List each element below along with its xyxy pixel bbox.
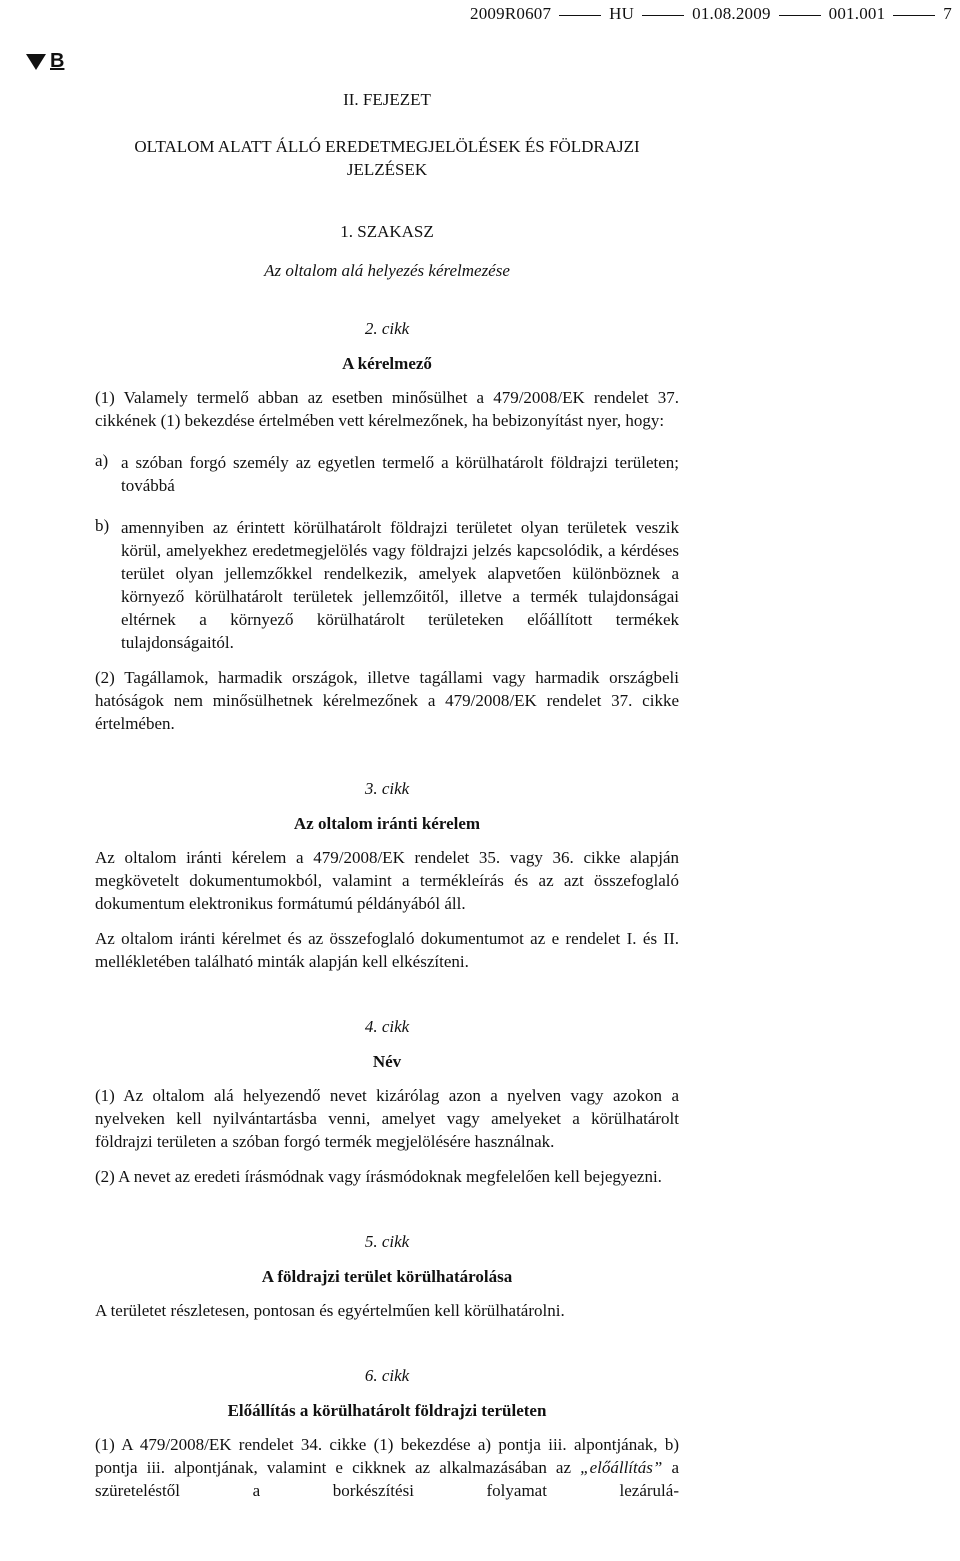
header-separator: [779, 15, 821, 16]
doc-lang: HU: [609, 4, 635, 23]
header-separator: [642, 15, 684, 16]
document-body: [95, 88, 679, 1502]
article-number: 2. cikk: [364, 319, 410, 338]
article-title: A kérelmező: [342, 354, 432, 373]
article-6: [95, 1364, 679, 1502]
chapter-title: OLTALOM ALATT ÁLLÓ EREDETMEGJELÖLÉSEK ÉS FÖLDRAJZI JELZÉSEK: [134, 137, 640, 179]
article-paragraph: (1) Az oltalom alá helyezendő nevet kizárólag azon a nyelven vagy azokon a nyelveken kell nyilvántartásba venni, amelyet vagy amelyeket a körülhatárolt földrajzi területen a szóban forgó termék megjelölésére használnak.: [95, 1086, 679, 1151]
defined-term: „előállítás”: [580, 1458, 663, 1477]
article-number: 4. cikk: [364, 1017, 410, 1036]
article-number: 5. cikk: [364, 1232, 410, 1251]
triangle-down-icon: [26, 54, 46, 70]
article-paragraph: Az oltalom iránti kérelem a 479/2008/EK rendelet 35. vagy 36. cikke alapján megkövetelt dokumentumokból, valamint a termékleírás és az azt összefoglaló dokumentum elektronikus formátumú példányából áll.: [95, 848, 679, 913]
section-label: 1. SZAKASZ: [340, 222, 434, 241]
header-separator: [893, 15, 935, 16]
list-item-text: a szóban forgó személy az egyetlen termelő a körülhatárolt földrajzi területen; továbbá: [121, 453, 679, 495]
article-paragraph: (2) Tagállamok, harmadik országok, illetve tagállami vagy harmadik országbeli hatóságok nem minősülhetnek kérelmezőnek a 479/2008/EK rendelet 37. cikke értelmében.: [95, 668, 679, 733]
article-number: 6. cikk: [364, 1366, 410, 1385]
list-item-label: a): [95, 451, 109, 470]
article-paragraph: (1) Valamely termelő abban az esetben minősülhet a 479/2008/EK rendelet 37. cikkének (1) bekezdése értelmében vett kérelmezőnek, ha bebizonyítást nyer, hogy:: [95, 388, 679, 430]
article-4: [95, 1015, 679, 1188]
article-title: Név: [372, 1052, 402, 1071]
paragraph-text: (1) A 479/2008/EK rendelet 34. cikke (1) bekezdése a) pontja iii. alpontjának, b) pontja iii. alpontjának, valamint e cikknek az alkalmazásában az: [95, 1435, 679, 1477]
article-number: 3. cikk: [364, 779, 410, 798]
list-item: [95, 451, 679, 497]
amendment-marker-letter: B: [50, 50, 65, 72]
article-5: [95, 1230, 679, 1322]
article-list: [95, 451, 679, 654]
article-paragraph: Az oltalom iránti kérelmet és az összefoglaló dokumentumot az e rendelet I. és II. mellékletében található minták alapján kell elkészíteni.: [95, 929, 679, 971]
article-paragraph: A területet részletesen, pontosan és egyértelműen kell körülhatárolni.: [95, 1301, 565, 1320]
article-title: Előállítás a körülhatárolt földrajzi területen: [227, 1401, 547, 1420]
doc-id: 2009R0607: [470, 4, 552, 23]
paragraph-text: a szüreteléstől a borkészítési folyamat lezárulá-: [95, 1458, 679, 1500]
list-item-text: amennyiben az érintett körülhatárolt földrajzi területet olyan területek veszik körül, amelyekhez eredetmegjelölés vagy földrajzi jelzés kapcsolódik, a kérdéses terület olyan jellemzőkkel rendelkezik, amelyek alapvetően különböznek a környező körülhatárolt területek jellemzőitől, illetve a termék tulajdonságai eltérnek a környező körülhatárolt területeken előállított termékek tulajdonságaitól.: [121, 518, 679, 652]
doc-date: 01.08.2009: [692, 4, 771, 23]
doc-version: 001.001: [828, 4, 886, 23]
article-2: [95, 317, 679, 735]
section-title: Az oltalom alá helyezés kérelmezése: [264, 261, 510, 280]
article-paragraph: (2) A nevet az eredeti írásmódnak vagy írásmódoknak megfelelően kell bejegyezni.: [95, 1167, 662, 1186]
article-paragraph: [95, 1433, 679, 1502]
header-separator: [559, 15, 601, 16]
chapter-label: II. FEJEZET: [343, 90, 431, 109]
page-number: 7: [943, 4, 952, 23]
amendment-marker: [26, 50, 64, 73]
list-item: [95, 516, 679, 654]
page-header: [470, 0, 952, 28]
article-title: Az oltalom iránti kérelem: [293, 814, 481, 833]
article-3: [95, 777, 679, 973]
article-title: A földrajzi terület körülhatárolása: [261, 1267, 513, 1286]
list-item-label: b): [95, 516, 110, 535]
